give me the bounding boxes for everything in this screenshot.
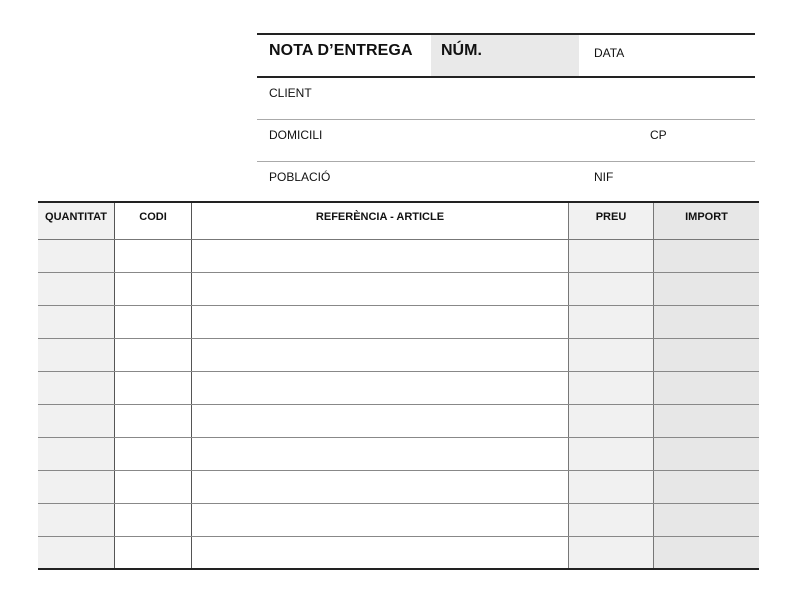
column-header-quantity: QUANTITAT	[38, 202, 115, 239]
reference-cell[interactable]	[192, 536, 569, 569]
items-table	[38, 201, 759, 570]
code-cell[interactable]	[115, 503, 192, 536]
quantity-cell[interactable]	[38, 404, 115, 437]
reference-cell[interactable]	[192, 305, 569, 338]
quantity-cell[interactable]	[38, 536, 115, 569]
table-row	[38, 470, 759, 503]
table-row	[38, 437, 759, 470]
table-row	[38, 239, 759, 272]
code-cell[interactable]	[115, 272, 192, 305]
reference-cell[interactable]	[192, 338, 569, 371]
reference-cell[interactable]	[192, 239, 569, 272]
table-row	[38, 371, 759, 404]
document-title: NOTA D’ENTREGA	[269, 42, 413, 59]
table-row	[38, 404, 759, 437]
price-cell[interactable]	[569, 470, 654, 503]
header-title-row	[257, 33, 755, 78]
amount-cell[interactable]	[654, 371, 760, 404]
price-cell[interactable]	[569, 371, 654, 404]
reference-cell[interactable]	[192, 503, 569, 536]
amount-cell[interactable]	[654, 503, 760, 536]
amount-cell[interactable]	[654, 470, 760, 503]
number-field[interactable]	[431, 35, 579, 76]
quantity-cell[interactable]	[38, 371, 115, 404]
reference-cell[interactable]	[192, 437, 569, 470]
quantity-cell[interactable]	[38, 503, 115, 536]
town-label: POBLACIÓ	[269, 170, 331, 184]
quantity-cell[interactable]	[38, 305, 115, 338]
quantity-cell[interactable]	[38, 338, 115, 371]
quantity-cell[interactable]	[38, 470, 115, 503]
address-field[interactable]	[257, 120, 755, 162]
amount-cell[interactable]	[654, 536, 760, 569]
price-cell[interactable]	[569, 272, 654, 305]
code-cell[interactable]	[115, 404, 192, 437]
code-cell[interactable]	[115, 371, 192, 404]
code-cell[interactable]	[115, 338, 192, 371]
amount-cell[interactable]	[654, 239, 760, 272]
address-label: DOMICILI	[269, 128, 323, 142]
number-label: NÚM.	[441, 42, 482, 59]
amount-cell[interactable]	[654, 437, 760, 470]
column-header-reference: REFERÈNCIA - ARTICLE	[192, 202, 569, 239]
price-cell[interactable]	[569, 503, 654, 536]
delivery-note-header	[257, 33, 755, 203]
code-cell[interactable]	[115, 470, 192, 503]
quantity-cell[interactable]	[38, 272, 115, 305]
amount-cell[interactable]	[654, 272, 760, 305]
reference-cell[interactable]	[192, 272, 569, 305]
date-label: DATA	[594, 46, 625, 60]
code-cell[interactable]	[115, 536, 192, 569]
table-row	[38, 503, 759, 536]
quantity-cell[interactable]	[38, 239, 115, 272]
reference-cell[interactable]	[192, 404, 569, 437]
table-row	[38, 338, 759, 371]
town-field[interactable]	[257, 162, 755, 203]
reference-cell[interactable]	[192, 470, 569, 503]
price-cell[interactable]	[569, 305, 654, 338]
code-cell[interactable]	[115, 437, 192, 470]
table-row	[38, 536, 759, 569]
amount-cell[interactable]	[654, 338, 760, 371]
client-field[interactable]	[257, 78, 755, 120]
quantity-cell[interactable]	[38, 437, 115, 470]
price-cell[interactable]	[569, 338, 654, 371]
price-cell[interactable]	[569, 437, 654, 470]
table-header-row	[38, 202, 759, 239]
tax-id-label: NIF	[594, 170, 614, 184]
price-cell[interactable]	[569, 536, 654, 569]
code-cell[interactable]	[115, 305, 192, 338]
postal-code-label: CP	[650, 128, 667, 142]
amount-cell[interactable]	[654, 305, 760, 338]
client-label: CLIENT	[269, 86, 312, 100]
code-cell[interactable]	[115, 239, 192, 272]
table-row	[38, 305, 759, 338]
column-header-price: PREU	[569, 202, 654, 239]
price-cell[interactable]	[569, 404, 654, 437]
column-header-amount: IMPORT	[654, 202, 760, 239]
price-cell[interactable]	[569, 239, 654, 272]
column-header-code: CODI	[115, 202, 192, 239]
table-row	[38, 272, 759, 305]
amount-cell[interactable]	[654, 404, 760, 437]
reference-cell[interactable]	[192, 371, 569, 404]
